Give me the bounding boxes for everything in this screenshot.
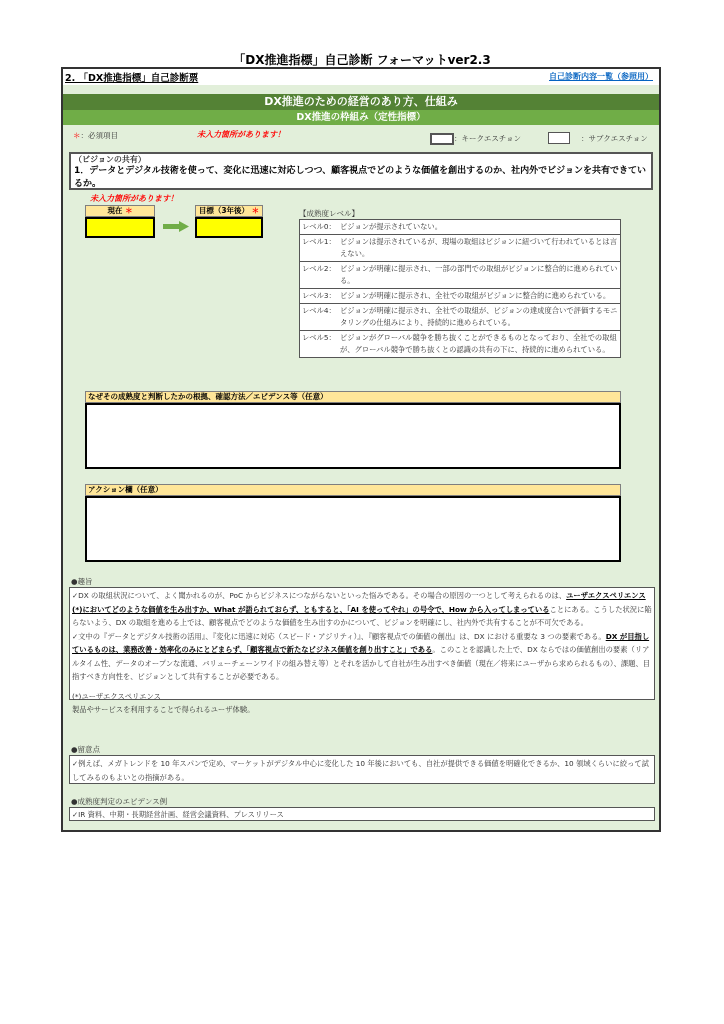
maturity-level-text: ビジョンが明確に提示され、全社での取組がビジョンに整合的に進められている。 [340, 291, 611, 300]
purpose-paragraph-1 [72, 589, 652, 630]
maturity-level-label: レベル3： [302, 291, 336, 300]
maturity-level-label: レベル5： [302, 333, 336, 342]
current-level-header [85, 205, 155, 217]
purpose-title: ●趣旨 [71, 577, 93, 586]
evidence-title: ●成熟度判定のエビデンス例 [71, 797, 168, 806]
maturity-level-label: レベル2： [302, 264, 336, 273]
caution-text: ✓例えば、メガトレンドを 10 年スパンで定め、マーケットがデジタル中心に変化した 10 年後においても、自社が提供できる価値を明確化できるか、10 領域くらいに絞って試してみるのもよいとの指摘がある。 [72, 759, 649, 782]
maturity-row-2 [300, 262, 620, 289]
current-level-input[interactable] [85, 217, 155, 238]
level-missing-warning: 未入力箇所があります！ [90, 194, 178, 203]
maturity-level-text: ビジョンが提示されていない。 [340, 222, 443, 231]
purpose-paragraph-2 [72, 630, 652, 684]
purpose-text: 。このことを認識した上で、DX ならではの価値創出の要素（リアルタイム性、データのオープンな流通、バリューチェーンワイドの組み替え等）とそれを活かして自社が生み出すべき価値（現在／将来にユーザから求められるもの）、課題、目指すべき方向性を、ビジョンとして共有することが必要である。 [72, 645, 651, 681]
sheet-header [63, 69, 659, 85]
footnote-definition: 製品やサービスを利用することで得られるユーザ体験。 [72, 705, 255, 714]
evidence-box [69, 807, 655, 821]
target-level-label: 目標（3年後） [198, 206, 250, 215]
key-question-swatch-icon [430, 133, 454, 145]
document-title: 「DX推進指標」自己診断 フォーマットver2.3 [233, 53, 491, 67]
required-star-icon: ＊ [251, 206, 260, 215]
maturity-level-text: ビジョンは提示されているが、現場の取組はビジョンに紐づいて行われているとは言えない。 [340, 237, 617, 258]
target-level-input[interactable] [195, 217, 263, 238]
maturity-level-text: ビジョンが明確に提示され、一部の部門での取組がビジョンに整合的に進められている。 [340, 264, 618, 285]
action-textarea[interactable] [85, 496, 621, 562]
maturity-row-4 [300, 304, 620, 331]
maturity-level-label: レベル4： [302, 306, 336, 315]
sub-question-swatch-icon [548, 132, 570, 144]
current-level-label: 現在 [107, 206, 123, 215]
purpose-box [69, 587, 655, 714]
maturity-level-label: レベル1： [302, 237, 336, 246]
section-band-main: DX推進のための経営のあり方、仕組み [63, 94, 659, 110]
reference-list-link[interactable]: 自己診断内容一覧（参照用） [549, 72, 653, 81]
required-star-icon: ＊ [73, 131, 81, 140]
reason-textarea[interactable] [85, 403, 621, 469]
missing-input-warning: 未入力箇所があります！ [197, 130, 285, 139]
target-level-header [195, 205, 263, 217]
caution-title: ●留意点 [71, 745, 101, 754]
question-category: （ビジョンの共有） [74, 155, 146, 164]
caution-box [69, 755, 655, 784]
maturity-row-1 [300, 235, 620, 262]
maturity-level-label: レベル0： [302, 222, 336, 231]
evidence-text: ✓IR 資料、中期・長期経営計画、経営会議資料、プレスリリース [72, 810, 284, 819]
maturity-row-5 [300, 331, 620, 357]
purpose-text: ✓DX の取組状況について、よく聞かれるのが、PoC からビジネスにつながらないといった悩みである。その場合の原因の一つとして考えられるのは、 [72, 591, 567, 600]
action-field-label: アクション欄（任意） [85, 484, 621, 496]
arrow-right-icon [163, 221, 189, 232]
question-text: 1．データとデジタル技術を使って、変化に迅速に対応しつつ、顧客視点でどのような価値を創出するのか、社内外でビジョンを共有できているか。 [74, 166, 647, 189]
reason-field-label: なぜその成熟度と判断したかの根拠、確認方法／エビデンス等（任意） [85, 391, 621, 403]
purpose-text: ✓文中の『データとデジタル技術の活用』、『変化に迅速に対応（スピード・アジリティ）』、『顧客視点での価値の創出』は、DX における重要な 3 つの要素である。 [72, 631, 606, 641]
purpose-emphasis: ユーザエクスペリエンス(*)においてどのような価値を生み出すか、What が語られておらず、ともすると、「AI を使ってやれ」の号令で、How から入ってしまっている [72, 591, 646, 614]
maturity-level-text: ビジョンが明確に提示され、全社での取組が、ビジョンの達成度合いで評価するモニタリングの仕組みにより、持続的に進められている。 [340, 306, 618, 327]
key-question-legend: ：キークエスチョン [454, 134, 521, 143]
required-legend [73, 130, 118, 141]
sheet-title: 2. 「DX推進指標」自己診断票 [65, 73, 199, 84]
required-star-icon: ＊ [125, 206, 133, 215]
maturity-title: 【成熟度レベル】 [299, 209, 359, 218]
sub-question-legend: ：サブクエスチョン [581, 134, 648, 143]
maturity-level-text: ビジョンがグローバル競争を勝ち抜くことができるものとなっており、全社での取組が、グローバル競争で勝ち抜くとの認識の共有の下に、持続的に進められている。 [340, 333, 617, 354]
diagnosis-sheet [61, 67, 661, 832]
maturity-level-table [299, 219, 621, 358]
maturity-row-3 [300, 289, 620, 304]
purpose-emphasis: DX が目指しているものは、業務改善・効率化のみにとどまらず、「顧客視点で新たなビジネス価値を創り出すこと」である [72, 631, 650, 654]
maturity-row-0 [300, 220, 620, 235]
required-legend-text: ：必須項目 [80, 131, 118, 140]
purpose-text: ことにある。こうした状況に陥らないよう、DX の取組を進める上では、顧客視点でどのような価値を生み出すのかについて、ビジョンを明確にし、社内外で共有することが不可欠である。 [72, 604, 652, 627]
section-band-sub: DX推進の枠組み（定性指標） [63, 110, 659, 125]
footnote-term: (*)ユーザエクスペリエンス [72, 691, 161, 701]
question-box [69, 152, 653, 190]
